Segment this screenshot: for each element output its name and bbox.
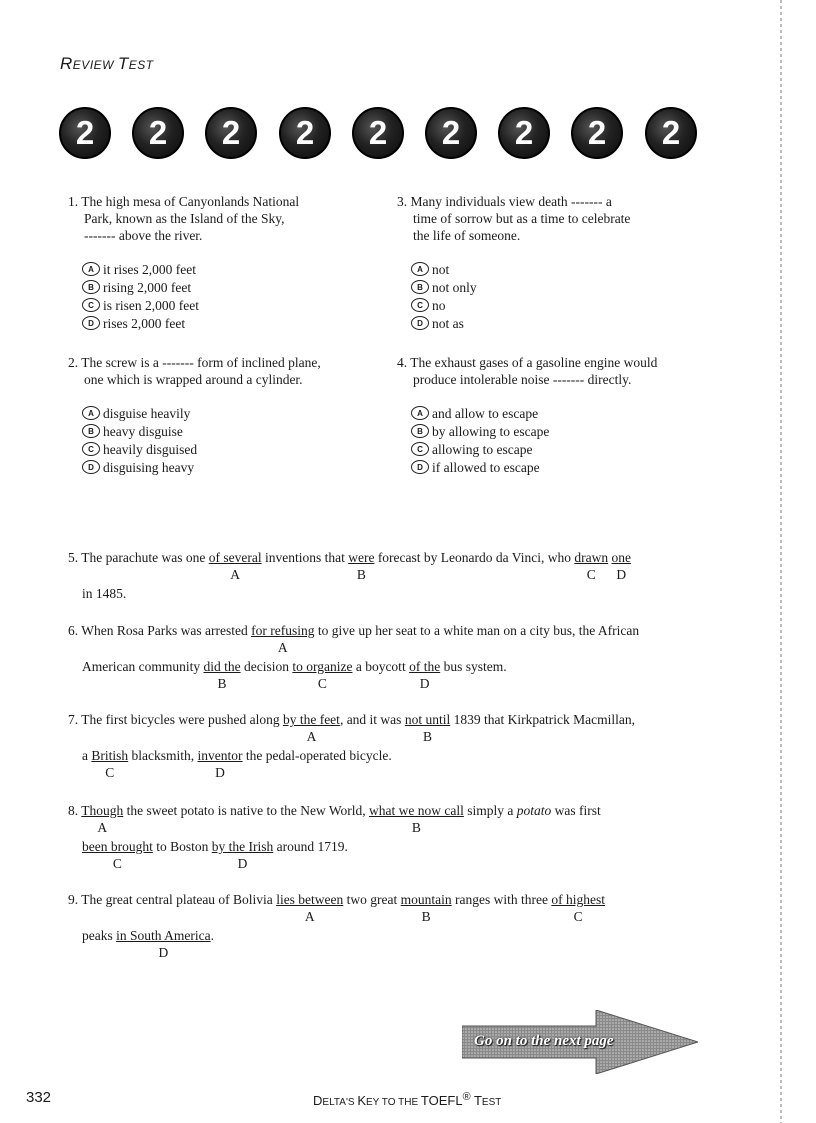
sentence-line: [68, 623, 718, 642]
answer-bubble-icon[interactable]: A: [82, 406, 100, 420]
sentence-text: .: [210, 928, 214, 943]
option-letter-label: D: [158, 945, 169, 960]
question-1: [68, 193, 368, 332]
answer-choice-a[interactable]: [82, 260, 368, 278]
answer-bubble-icon[interactable]: A: [411, 262, 429, 276]
section-number-circle: 2: [132, 107, 184, 159]
sentence-text: , and it was: [339, 712, 405, 727]
answer-bubble-icon[interactable]: D: [411, 460, 429, 474]
answer-choice-d[interactable]: [82, 458, 368, 476]
underlined-option-d[interactable]: by the Irish: [211, 839, 274, 854]
book-title-suffix: TEST: [473, 1093, 502, 1109]
sentence-text: potato: [516, 803, 552, 818]
answer-bubble-icon[interactable]: C: [82, 442, 100, 456]
answer-choice-text: heavily disguised: [103, 441, 198, 457]
question-number: 2.: [68, 355, 79, 370]
book-title: [313, 1091, 501, 1108]
answer-bubble-icon[interactable]: A: [411, 406, 429, 420]
answer-bubble-icon[interactable]: D: [411, 316, 429, 330]
answer-choice-d[interactable]: [411, 314, 697, 332]
underlined-option-c[interactable]: of highest: [551, 892, 605, 907]
answer-choice-d[interactable]: [82, 314, 368, 332]
sentence-text: 1839 that Kirkpatrick Macmillan,: [450, 712, 636, 727]
answer-choice-text: not: [432, 261, 450, 277]
section-number-circle: 2: [279, 107, 331, 159]
registered-mark: ®: [462, 1091, 471, 1103]
answer-choice-text: is risen 2,000 feet: [103, 297, 199, 313]
option-letter-label: A: [230, 567, 241, 582]
underlined-option-c[interactable]: drawn: [574, 550, 609, 565]
answer-choice-c[interactable]: [82, 440, 368, 458]
answer-choice-text: allowing to escape: [432, 441, 533, 457]
sentence-text: When Rosa Parks was arrested: [81, 623, 252, 638]
answer-choices: [68, 404, 368, 476]
question-number: 7.: [68, 712, 79, 727]
answer-choice-b[interactable]: [411, 278, 697, 296]
answer-choice-text: not as: [432, 315, 464, 331]
answer-choices: [68, 260, 368, 332]
option-letter-row: [68, 767, 718, 784]
question-stem-line: The exhaust gases of a gasoline engine would: [410, 355, 658, 370]
option-letter-label: C: [105, 765, 115, 780]
sentence-line: [68, 586, 718, 605]
answer-bubble-icon[interactable]: B: [411, 280, 429, 294]
answer-bubble-icon[interactable]: B: [82, 280, 100, 294]
answer-choice-text: heavy disguise: [103, 423, 183, 439]
option-letter-label: C: [112, 856, 122, 871]
option-letter-label: B: [423, 729, 433, 744]
question-9: [68, 892, 718, 964]
option-letter-label: A: [277, 640, 288, 655]
question-3: [397, 193, 697, 332]
option-letter-row: [68, 605, 718, 622]
sentence-text: ranges with three: [451, 892, 552, 907]
sentence-line: [68, 748, 718, 767]
sentence-text: a: [82, 748, 92, 763]
answer-choice-c[interactable]: [411, 440, 697, 458]
question-stem-line: The high mesa of Canyonlands National: [81, 194, 300, 209]
option-letter-label: B: [411, 820, 421, 835]
answer-choices: [397, 404, 697, 476]
answer-choice-text: disguise heavily: [103, 405, 191, 421]
underlined-option-b[interactable]: what we now call: [369, 803, 464, 818]
question-stem: [68, 354, 368, 388]
question-number: 5.: [68, 550, 79, 565]
question-stem: [397, 354, 697, 388]
question-4: [397, 354, 697, 476]
underlined-option-d[interactable]: of the: [409, 659, 441, 674]
sentence-line: [68, 892, 718, 911]
question-2: [68, 354, 368, 476]
answer-bubble-icon[interactable]: A: [82, 262, 100, 276]
book-title-prefix: DELTA'S KEY TO THE TOEFL: [313, 1093, 463, 1109]
section-number-circle: 2: [59, 107, 111, 159]
underlined-option-c[interactable]: British: [91, 748, 129, 763]
option-letter-row: [68, 642, 718, 659]
underlined-option-c[interactable]: been brought: [82, 839, 153, 854]
sentence-line: [68, 803, 718, 822]
question-number: 8.: [68, 803, 79, 818]
sentence-text: blacksmith,: [128, 748, 198, 763]
question-stem: [397, 193, 697, 244]
sentence-text: The first bicycles were pushed along: [81, 712, 283, 727]
sentence-text: a boycott: [352, 659, 410, 674]
section-number-row: [59, 107, 697, 163]
sentence-text: peaks: [82, 928, 117, 943]
underlined-option-b[interactable]: mountain: [400, 892, 452, 907]
page-edge-divider: [780, 0, 782, 1123]
question-stem-line: The screw is a ------- form of inclined plane,: [81, 355, 321, 370]
next-page-label[interactable]: Go on to the next page: [474, 1033, 614, 1049]
underlined-option-c[interactable]: to organize: [292, 659, 353, 674]
underlined-option-a[interactable]: lies between: [276, 892, 344, 907]
sentence-text: inventions that: [261, 550, 349, 565]
sentence-text: two great: [343, 892, 401, 907]
answer-choice-text: if allowed to escape: [432, 459, 540, 475]
sentence-text: to Boston: [152, 839, 212, 854]
sentence-text: the sweet potato is native to the New World,: [123, 803, 370, 818]
answer-choice-d[interactable]: [411, 458, 697, 476]
question-stem-line: time of sorrow but as a time to celebrate: [413, 211, 631, 226]
answer-choice-text: rises 2,000 feet: [103, 315, 186, 331]
option-letter-label: B: [356, 567, 366, 582]
answer-bubble-icon[interactable]: C: [411, 442, 429, 456]
underlined-option-d[interactable]: one: [611, 550, 631, 565]
underlined-option-a[interactable]: for refusing: [251, 623, 315, 638]
sentence-text: was first: [551, 803, 601, 818]
answer-choice-a[interactable]: [82, 404, 368, 422]
question-number: 3.: [397, 194, 408, 209]
option-letter-row: [68, 858, 718, 875]
answer-choices: [397, 260, 697, 332]
option-letter-label: A: [306, 729, 317, 744]
underlined-option-a[interactable]: of several: [208, 550, 262, 565]
question-stem-line: Park, known as the Island of the Sky,: [84, 211, 285, 226]
underlined-option-d[interactable]: in South America: [116, 928, 211, 943]
section-number-circle: 2: [205, 107, 257, 159]
option-letter-row: [68, 822, 718, 839]
option-letter-label: D: [237, 856, 248, 871]
answer-choice-text: and allow to escape: [432, 405, 539, 421]
option-letter-row: [68, 731, 718, 748]
underlined-option-d[interactable]: inventor: [197, 748, 243, 763]
question-7: [68, 712, 718, 784]
section-number-circle: 2: [645, 107, 697, 159]
question-stem-line: produce intolerable noise ------- directly.: [413, 372, 632, 387]
option-letter-label: D: [616, 567, 627, 582]
option-letter-label: B: [217, 676, 227, 691]
answer-choice-text: disguising heavy: [103, 459, 195, 475]
answer-choice-a[interactable]: [411, 404, 697, 422]
question-stem-line: ------- above the river.: [84, 228, 203, 243]
option-letter-row: [68, 678, 718, 695]
answer-bubble-icon[interactable]: C: [411, 298, 429, 312]
answer-choice-b[interactable]: [82, 278, 368, 296]
question-stem-line: Many individuals view death ------- a: [410, 194, 612, 209]
option-letter-label: C: [586, 567, 596, 582]
page-header: REVIEW TEST: [60, 54, 154, 73]
option-letter-label: B: [421, 909, 431, 924]
sentence-text: American community: [82, 659, 204, 674]
sentence-line: [68, 659, 718, 678]
section-number-circle: 2: [425, 107, 477, 159]
option-letter-row: [68, 569, 718, 586]
question-number: 6.: [68, 623, 79, 638]
answer-bubble-icon[interactable]: D: [82, 316, 100, 330]
answer-choice-a[interactable]: [411, 260, 697, 278]
sentence-text: forecast by Leonardo da Vinci, who: [374, 550, 575, 565]
question-number: 4.: [397, 355, 408, 370]
option-letter-row: [68, 911, 718, 928]
answer-choice-text: by allowing to escape: [432, 423, 550, 439]
answer-choice-text: rising 2,000 feet: [103, 279, 192, 295]
option-letter-label: A: [97, 820, 108, 835]
option-letter-label: A: [304, 909, 315, 924]
option-letter-label: C: [317, 676, 327, 691]
answer-choice-c[interactable]: [82, 296, 368, 314]
question-number: 9.: [68, 892, 79, 907]
answer-choice-text: it rises 2,000 feet: [103, 261, 196, 277]
question-stem-line: the life of someone.: [413, 228, 521, 243]
answer-choice-b[interactable]: [411, 422, 697, 440]
question-6: [68, 623, 718, 695]
underlined-option-a[interactable]: by the feet: [282, 712, 340, 727]
underlined-option-a[interactable]: Though: [81, 803, 124, 818]
question-8: [68, 803, 718, 875]
option-letter-row: [68, 947, 718, 964]
question-stem: [68, 193, 368, 244]
question-stem-line: one which is wrapped around a cylinder.: [84, 372, 303, 387]
section-number-circle: 2: [571, 107, 623, 159]
sentence-text: around 1719.: [273, 839, 348, 854]
question-5: [68, 550, 718, 622]
sentence-text: bus system.: [440, 659, 507, 674]
sentence-text: in 1485.: [82, 586, 127, 601]
answer-choice-text: not only: [432, 279, 477, 295]
option-letter-label: D: [215, 765, 225, 780]
question-number: 1.: [68, 194, 79, 209]
answer-choice-c[interactable]: [411, 296, 697, 314]
answer-bubble-icon[interactable]: C: [82, 298, 100, 312]
sentence-text: to give up her seat to a white man on a city bus, the African: [314, 623, 640, 638]
answer-bubble-icon[interactable]: B: [411, 424, 429, 438]
option-letter-label: C: [573, 909, 583, 924]
sentence-text: the pedal-operated bicycle.: [242, 748, 392, 763]
sentence-line: [68, 839, 718, 858]
sentence-text: The great central plateau of Bolivia: [81, 892, 277, 907]
section-number-circle: 2: [352, 107, 404, 159]
answer-bubble-icon[interactable]: D: [82, 460, 100, 474]
sentence-text: simply a: [463, 803, 517, 818]
sentence-line: [68, 712, 718, 731]
underlined-option-b[interactable]: were: [348, 550, 375, 565]
option-letter-label: D: [419, 676, 430, 691]
page-number: 332: [26, 1089, 52, 1106]
sentence-text: decision: [240, 659, 293, 674]
answer-bubble-icon[interactable]: B: [82, 424, 100, 438]
sentence-text: The parachute was one: [81, 550, 209, 565]
answer-choice-b[interactable]: [82, 422, 368, 440]
section-number-circle: 2: [498, 107, 550, 159]
underlined-option-b[interactable]: did the: [203, 659, 241, 674]
answer-choice-text: no: [432, 297, 446, 313]
underlined-option-b[interactable]: not until: [404, 712, 451, 727]
